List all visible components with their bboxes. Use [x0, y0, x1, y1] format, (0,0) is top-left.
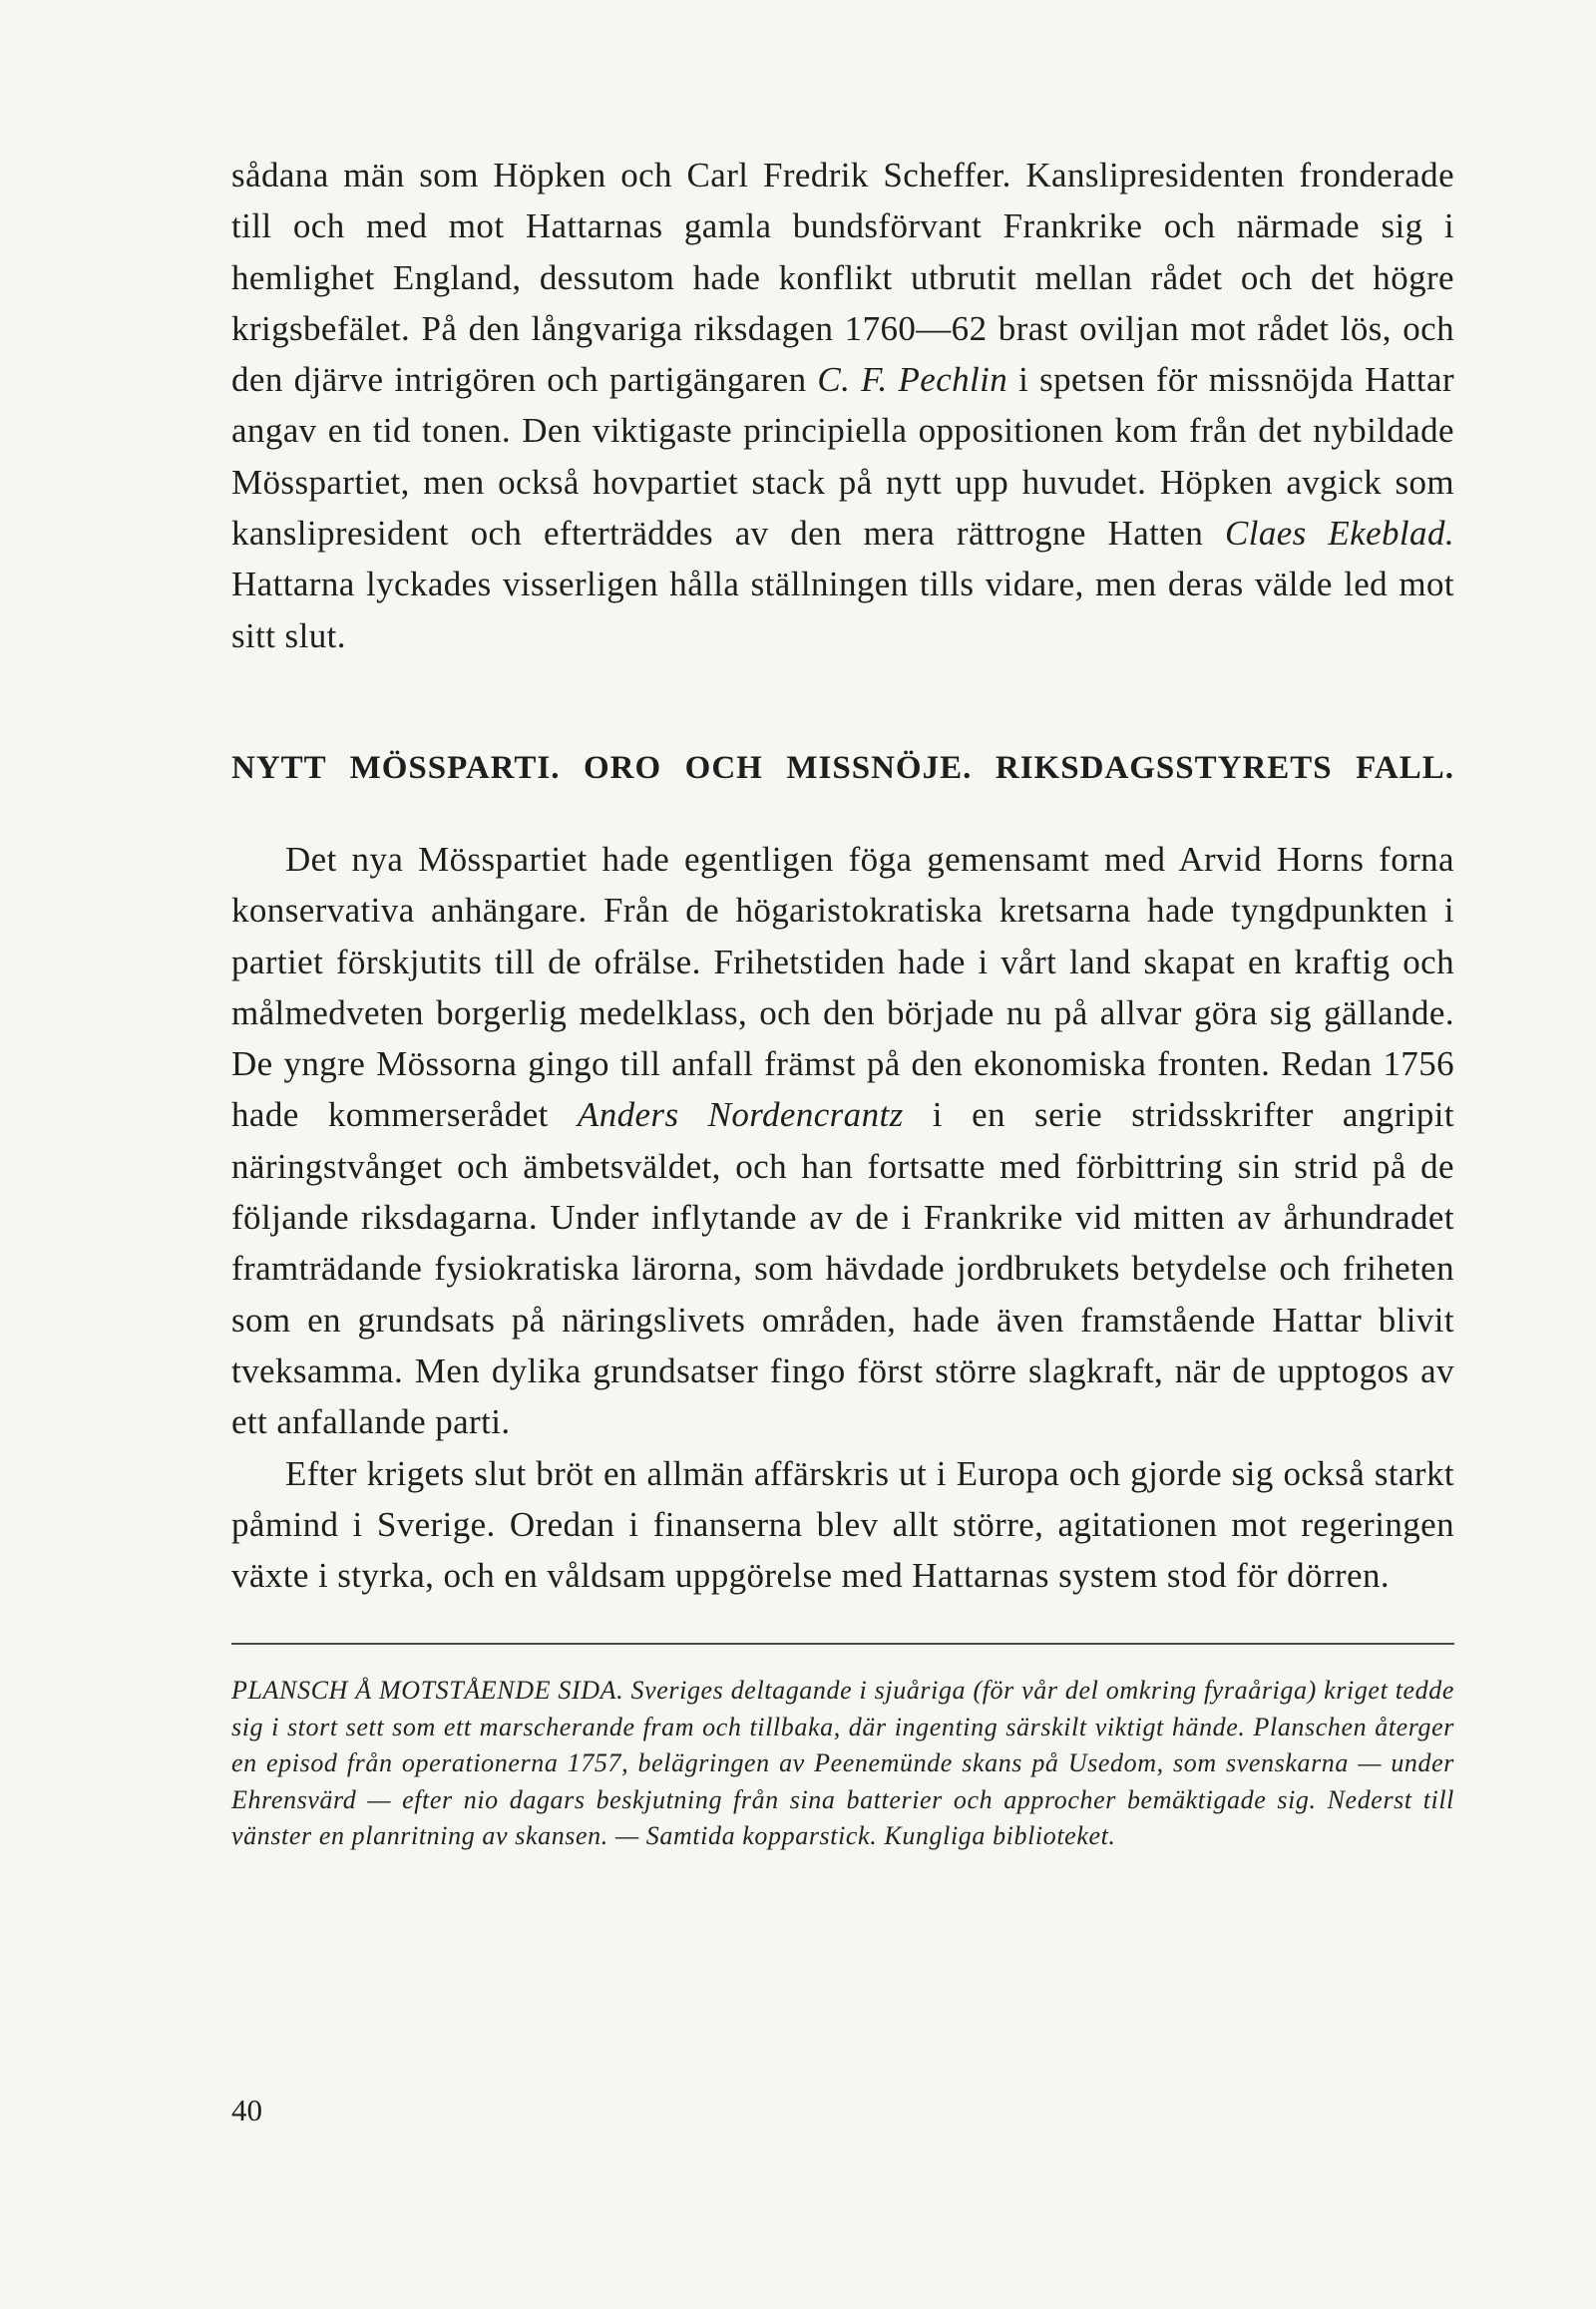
page-number: 40: [231, 2093, 262, 2127]
intro-text-2: i spetsen för missnöjda Hattar angav en tid tonen. Den viktigaste principiella oppositionen kom från det nybildade Mösspartiet, men också hovpartiet stack på nytt upp huvudet. Höpken avgick som kanslipresident och efterträddes av den mera rättrogne Hatten: [231, 360, 1455, 554]
intro-text-3: Hattarna lyckades visserligen hålla ställningen tills vidare, men deras välde led mot sitt slut.: [231, 565, 1454, 655]
page-content: [231, 150, 1454, 1854]
intro-name-pechlin: C. F. Pechlin: [817, 360, 1008, 400]
section-paragraph-2: Efter krigets slut bröt en allmän affärskris ut i Europa och gjorde sig också starkt påmind i Sverige. Oredan i finanserna blev allt större, agitationen mot regeringen växte i styrka, och en våldsam uppgörelse med Hattarnas system stod för dörren.: [231, 1453, 1454, 1596]
section-p1-text-2: i en serie stridsskrifter angripit näringstvånget och ämbetsväldet, och han fortsatte med förbittring sin strid på de följande riksdagarna. Under inflytande av de i Frankrike vid mitten av århundradet framträdande fysiokratiska lärorna, som hävdade jordbrukets betydelse och friheten som en grundsats på näringslivets områden, hade även framstående Hattar blivit tveksamma. Men dylika grundsatser fingo först större slagkraft, när de upptogos av ett anfallande parti.: [231, 1095, 1454, 1442]
section-paragraph-1: [231, 834, 1454, 1448]
section-p1-text-1: Det nya Mösspartiet hade egentligen föga gemensamt med Arvid Horns forna konservativa anhängare. Från de högaristokratiska kretsarna hade tyngdpunkten i partiet förskjutits till de ofrälse. Frihetstiden hade i vårt land skapat en kraftig och målmedveten borgerlig medelklass, och den började nu på allvar göra sig gällande. De yngre Mössorna gingo till anfall främst på den ekonomiska fronten. Redan 1756 hade kommerserådet: [231, 839, 1454, 1135]
section-p1-name-nordencrantz: Anders Nordencrantz: [577, 1095, 904, 1135]
intro-name-ekeblad: Claes Ekeblad.: [1224, 514, 1455, 554]
caption-divider: [231, 1643, 1454, 1645]
intro-text-1: sådana män som Höpken och Carl Fredrik Scheffer. Kanslipresidenten fronderade till och med mot Hattarnas gamla bundsförvant Frankrike och närmade sig i hemlighet England, dessutom hade konflikt utbrutit mellan rådet och det högre krigsbefälet. På den långvariga riksdagen 1760—62 brast oviljan mot rådet lös, och den djärve intrigören och partigängaren: [231, 156, 1454, 400]
intro-paragraph: [231, 150, 1454, 661]
plate-caption: PLANSCH Å MOTSTÅENDE SIDA. Sveriges deltagande i sjuåriga (för vår del omkring fyraåriga) kriget tedde sig i stort sett som ett marscherande fram och tillbaka, där ingenting särskilt viktigt hände. Planschen återger en episod från operationerna 1757, belägringen av Peenemünde skans på Usedom, som svenskarna — under Ehrensvärd — efter nio dagars beskjutning från sina batterier och approcher bemäktigade sig. Nederst till vänster en planritning av skansen. — Samtida kopparstick. Kungliga biblioteket.: [231, 1676, 1454, 1851]
section-heading: NYTT MÖSSPARTI. ORO OCH MISSNÖJE. RIKSDAGSSTYRETS FALL.: [231, 749, 1454, 786]
